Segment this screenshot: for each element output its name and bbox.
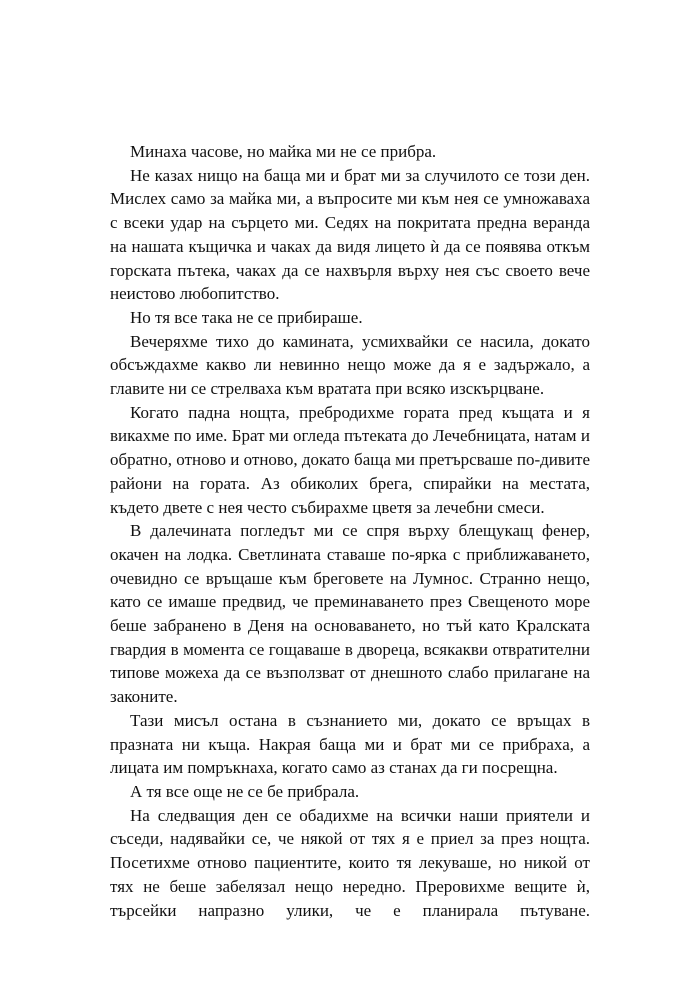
paragraph-6: В далечината погледът ми се спря върху блещукащ фенер, окачен на лодка. Светлината ставаше по-ярка с приближаването, очевидно се връщаше към бреговете на Лумнос. Странно нещо, като се имаше предвид, че преминаването през Свещеното море беше забранено в Деня на основаването, но тъй като Кралската гвардия в момента се гощаваше в двореца, всякакви отвратителни типове можеха да се възползват от днешното слабо прилагане на законите. (110, 521, 590, 707)
paragraph-8: А тя все още не се бе прибрала. (130, 781, 360, 801)
paragraph-2: Не казах нищо на баща ми и брат ми за случилото се този ден. Мислех само за майка ми, а въпросите ми към нея се умножаваха с всеки удар на сърцето ми. Седях на покритата предна веранда на нашата къщичка и чаках да видя лицето ѝ да се появява откъм горската пътека, чаках да се нахвърля върху нея със своето вече неистово любопитство. (110, 165, 590, 304)
paragraph-9: На следващия ден се обадихме на всички наши приятели и съседи, надявайки се, че някой от тях я е приел за през нощта. Посетихме отново пациентите, които тя лекуваше, но никой от тях не беше забелязал нещо нередно. Преровихме вещите ѝ, търсейки напразно улики, че е планирала пътуване. (110, 805, 590, 920)
paragraph-1: Минаха часове, но майка ми не се прибра. (130, 142, 437, 161)
paragraph-4: Вечеряхме тихо до камината, усмихвайки се насила, докато обсъждахме какво ли невинно нещо може да я е задържало, а главите ни се стрелваха към вратата при всяко изскърцване. (110, 331, 590, 399)
paragraph-7: Тази мисъл остана в съзнанието ми, докато се връщах в празната ни къща. Накрая баща ми и брат ми се прибраха, а лицата им помръкнаха, когато само аз станах да ги посрещна. (110, 710, 590, 778)
paragraph-5: Когато падна нощта, пребродихме гората пред къщата и я викахме по име. Брат ми огледа пътеката до Лечебницата, натам и обратно, отново и отново, докато баща ми претърсваше по-дивите райони на гората. Аз обиколих брега, спирайки на местата, където двете с нея често събирахме цветя за лечебни смеси. (110, 402, 590, 517)
body-text (110, 140, 590, 922)
paragraph-3: Но тя все така не се прибираше. (130, 307, 363, 327)
